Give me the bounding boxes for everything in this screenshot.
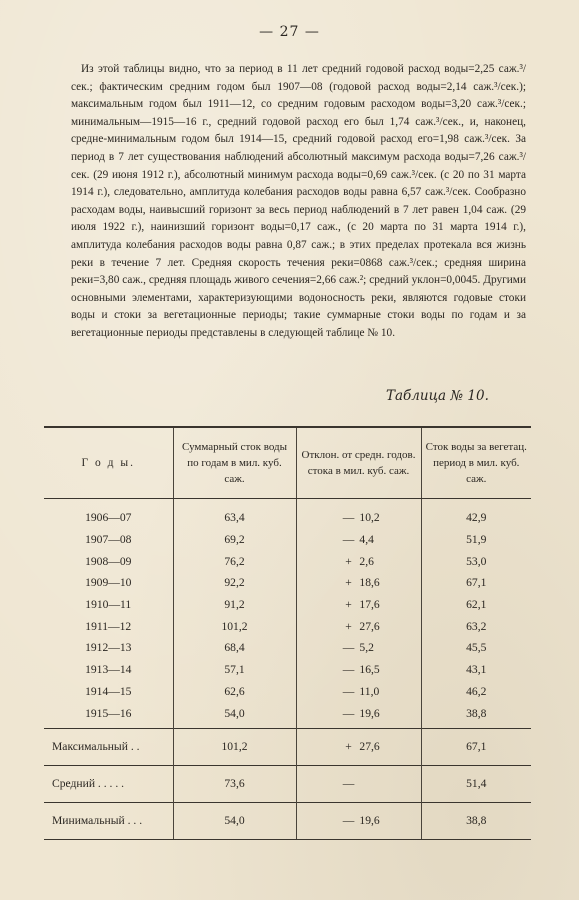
deviation-value: 10,2 [359, 511, 380, 525]
cell-annual: 62,6 [173, 681, 296, 703]
deviation-value: 17,6 [359, 598, 380, 612]
cell-annual: 101,2 [173, 615, 296, 637]
summary-annual: 101,2 [173, 728, 296, 765]
table-row [44, 499, 531, 529]
header-deviation: Отклон. от средн. годов. стока в мил. куб. саж. [296, 427, 421, 499]
cell-year: 1915—16 [85, 706, 132, 720]
table-header-row [44, 427, 531, 499]
cell-year: 1913—14 [85, 663, 132, 677]
deviation-value: 5,2 [359, 641, 374, 655]
deviation-value: 27,6 [359, 619, 380, 633]
table-row [44, 529, 531, 551]
cell-year: 1907—08 [85, 533, 132, 547]
cell-vegetation: 63,2 [421, 615, 531, 637]
summary-vegetation: 38,8 [421, 802, 531, 839]
table-row [44, 572, 531, 594]
cell-year: 1906—07 [85, 511, 132, 525]
cell-deviation [296, 594, 421, 616]
cell-year: 1909—10 [85, 576, 132, 590]
cell-vegetation: 51,9 [421, 529, 531, 551]
deviation-sign: — [342, 533, 355, 547]
deviation-value: 16,5 [359, 663, 380, 677]
cell-deviation [296, 615, 421, 637]
header-annual-runoff: Суммарный сток воды по годам в мил. куб. саж. [173, 427, 296, 499]
cell-year: 1911—12 [85, 619, 132, 633]
cell-deviation [296, 659, 421, 681]
deviation-sign: + [345, 619, 352, 633]
summary-vegetation: 51,4 [421, 765, 531, 802]
cell-annual: 63,4 [173, 499, 296, 529]
cell-vegetation: 62,1 [421, 594, 531, 616]
deviation-sign: + [345, 554, 352, 568]
cell-deviation [296, 637, 421, 659]
body-paragraph: Из этой таблицы видно, что за период в 11 лет средний годовой расход воды=2,25 саж.³/сек.; фактическим средним годом был 1907—08 (годовой расход воды=2,14 саж.³/сек.); максимальным годом был 1911—12, со средним годовым расходом воды=3,20 саж.³/сек.; минимальным—1915—16 г., средний годовой расход его был 1,74 саж.³/сек., и, наконец, средне-минимальным годом был 1914—15, средний годовой расход его=1,98 саж.³/сек. За период в 7 лет существования наблюдений абсолютный максимум расхода воды=7,26 саж.³/сек. (29 июня 1912 г.), абсолютный минимум расхода воды=0,69 саж.³/сек. (с 20 по 31 марта 1914 г.), следовательно, амплитуда колебания расходов воды равна 6,57 саж.³/сек. Сообразно расходам воды, наивысший горизонт за весь период наблюдений в 7 лет равен 1,04 саж. (29 июля 1922 г.), наинизший горизонт воды=0,17 саж., (с 20 марта по 31 марта 1914 г.), амплитуда колебания расходов воды равна 0,87 саж.; в этих пределах протекала вся жизнь реки в течение 7 лет. Средняя скорость течения реки=0868 саж.³/сек.; средняя ширина реки=3,80 саж., средняя площадь живого сечения=2,66 саж.²; средний уклон=0,0045. Другими основными элементами, характеризующими водоносность реки, являются годовые стоки воды и стоки за вегетационные периоды; такие суммарные стоки воды по годам и за вегетационные периоды представлены в следующей таблице № 10. [71, 63, 526, 339]
deviation-sign: + [345, 576, 352, 590]
deviation-value: 19,6 [359, 814, 380, 828]
table-row [44, 681, 531, 703]
cell-deviation [296, 499, 421, 529]
summary-row-minimum [44, 802, 531, 839]
deviation-sign: — [342, 511, 355, 525]
deviation-value: 2,6 [359, 554, 374, 568]
cell-annual: 57,1 [173, 659, 296, 681]
deviation-sign: + [345, 598, 352, 612]
cell-vegetation: 38,8 [421, 702, 531, 728]
cell-deviation [296, 572, 421, 594]
runoff-table [44, 426, 531, 840]
cell-deviation [296, 681, 421, 703]
cell-vegetation: 46,2 [421, 681, 531, 703]
table-row [44, 550, 531, 572]
table-caption: Таблица № 10. [386, 388, 489, 404]
summary-label: Минимальный . . . [44, 802, 173, 839]
cell-year: 1910—11 [85, 598, 132, 612]
deviation-sign: — [342, 706, 355, 720]
summary-row-maximum [44, 728, 531, 765]
deviation-value: 19,6 [359, 706, 380, 720]
deviation-sign: — [342, 663, 355, 677]
summary-vegetation: 67,1 [421, 728, 531, 765]
cell-vegetation: 45,5 [421, 637, 531, 659]
table-row [44, 637, 531, 659]
cell-annual: 69,2 [173, 529, 296, 551]
cell-deviation [296, 550, 421, 572]
cell-deviation [296, 702, 421, 728]
deviation-value: 27,6 [359, 740, 380, 754]
cell-annual: 68,4 [173, 637, 296, 659]
cell-annual: 92,2 [173, 572, 296, 594]
cell-year: 1908—09 [85, 554, 132, 568]
cell-deviation [296, 529, 421, 551]
summary-annual: 54,0 [173, 802, 296, 839]
cell-vegetation: 42,9 [421, 499, 531, 529]
summary-row-average [44, 765, 531, 802]
cell-annual: 91,2 [173, 594, 296, 616]
deviation-value: 11,0 [359, 684, 380, 698]
cell-vegetation: 43,1 [421, 659, 531, 681]
deviation-sign: — [342, 641, 355, 655]
deviation-sign: — [342, 814, 355, 828]
deviation-sign: — [342, 777, 355, 791]
summary-deviation [296, 765, 421, 802]
summary-label: Максимальный . . [44, 728, 173, 765]
table-row [44, 615, 531, 637]
deviation-sign: — [342, 684, 355, 698]
table-row [44, 594, 531, 616]
page-number: — 27 — [259, 24, 320, 40]
summary-label: Средний . . . . . [44, 765, 173, 802]
header-vegetation-runoff: Сток воды за вегетац. период в мил. куб. саж. [421, 427, 531, 499]
cell-vegetation: 67,1 [421, 572, 531, 594]
cell-annual: 54,0 [173, 702, 296, 728]
cell-annual: 76,2 [173, 550, 296, 572]
deviation-sign: + [345, 740, 352, 754]
cell-year: 1914—15 [85, 684, 132, 698]
cell-vegetation: 53,0 [421, 550, 531, 572]
table-row [44, 659, 531, 681]
summary-annual: 73,6 [173, 765, 296, 802]
summary-deviation [296, 802, 421, 839]
deviation-value: 4,4 [359, 533, 374, 547]
header-years: Г о д ы. [44, 427, 173, 499]
summary-deviation [296, 728, 421, 765]
cell-year: 1912—13 [85, 641, 132, 655]
deviation-value: 18,6 [359, 576, 380, 590]
table-row [44, 702, 531, 728]
